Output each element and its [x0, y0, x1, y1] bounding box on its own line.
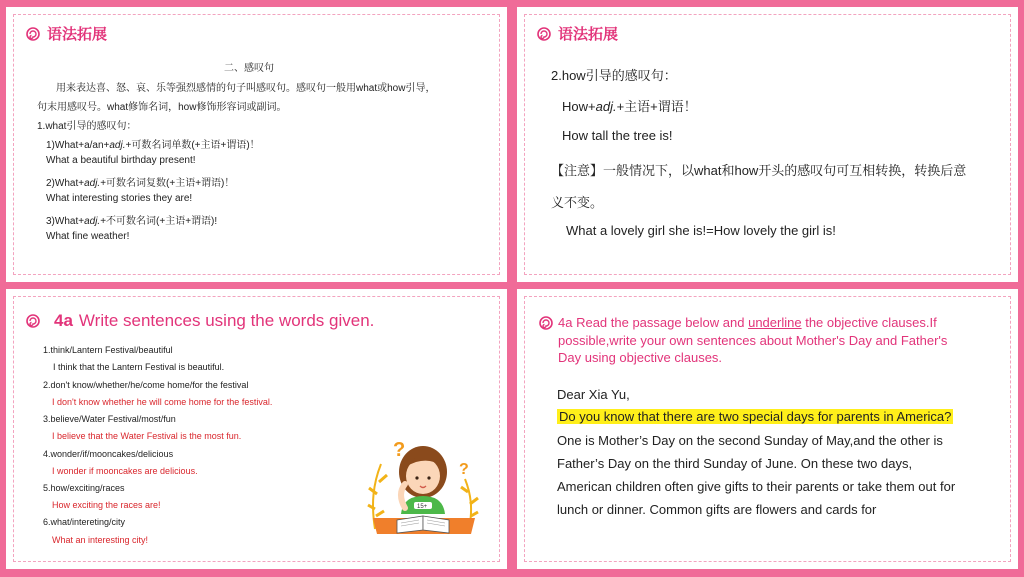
formula-part: +主语+谓语！: [616, 99, 697, 114]
spiral-icon: [26, 314, 40, 328]
spiral-icon: [539, 316, 553, 330]
example-1: What a beautiful birthday present!: [46, 155, 196, 166]
formula-2: [46, 174, 234, 189]
exercise-prompt: 1.think/Lantern Festival/beautiful: [43, 345, 173, 355]
slide-heading: [26, 311, 374, 331]
note-line-1: 【注意】一般情况下，以what和how开头的感叹句可互相转换，转换后意: [551, 163, 967, 178]
section-title: 2.how引导的感叹句：: [551, 68, 677, 83]
heading-text: 语法拓展: [558, 26, 619, 43]
highlighted-sentence: Do you know that there are two special days for parents in America?: [559, 409, 952, 424]
exercise-prompt: 5.how/exciting/races: [43, 483, 125, 493]
heading-line-1: [558, 315, 937, 330]
formula-part: How+: [562, 99, 596, 114]
exercise-answer: I don't know whether he will come home for the festival.: [52, 397, 273, 407]
passage-line: lunch or dinner. Common gifts are flowers and cards for: [557, 502, 877, 517]
note-line-2: 义不变。: [551, 195, 604, 210]
exercise-answer: I believe that the Water Festival is the most fun.: [52, 431, 242, 441]
slide-heading: [537, 23, 618, 44]
exercise-prompt: 3.believe/Water Festival/most/fun: [43, 414, 176, 424]
exercise-answer: How exciting the races are!: [52, 500, 161, 510]
slide-1: [6, 7, 507, 282]
exercise-prompt: 6.what/intereting/city: [43, 517, 126, 527]
spiral-icon: [26, 27, 40, 41]
formula-part: +可数名词单数(+主语+谓语)！: [125, 140, 260, 151]
formula-adj: adj.: [109, 140, 126, 151]
slide-heading: [26, 23, 107, 44]
exercise-prompt: 2.don't know/whether/he/come home/for the festival: [43, 380, 249, 390]
spiral-icon: [537, 27, 551, 41]
svg-text:?: ?: [393, 439, 406, 461]
passage-line: One is Mother’s Day on the second Sunday of May,and the other is: [557, 433, 943, 448]
exercise-answer: What an interesting city!: [52, 535, 149, 545]
slide-3: [6, 289, 507, 569]
example-2: What interesting stories they are!: [46, 193, 193, 204]
formula-part: 2)What+: [46, 178, 85, 189]
formula-adj: adj.: [84, 216, 101, 227]
example-2: What a lovely girl she is!=How lovely the girl is!: [566, 223, 836, 238]
letter-greeting: Dear Xia Yu,: [557, 387, 630, 402]
shirt-label: 15+: [417, 504, 428, 510]
slide-2: [517, 7, 1018, 282]
formula-adj: adj.: [595, 99, 617, 114]
exercise-answer: I think that the Lantern Festival is beautiful.: [53, 362, 225, 372]
formula-adj: adj.: [84, 178, 101, 189]
grammar-subtitle: 二、感叹句: [224, 63, 274, 74]
formula-part: 3)What+: [46, 216, 85, 227]
section-title: 1.what引导的感叹句：: [37, 121, 137, 132]
slide-4: [517, 289, 1018, 569]
heading-part: 4a Read the passage below and: [558, 315, 749, 330]
heading-part: the objective clauses.If: [801, 315, 937, 330]
girl-reading-illustration: [361, 434, 491, 549]
example: How tall the tree is!: [562, 128, 673, 143]
formula-part: 1)What+a/an+: [46, 140, 110, 151]
formula-1: [46, 136, 260, 151]
formula-part: +不可数名词(+主语+谓语)!: [100, 216, 218, 227]
heading-line-3: Day using objective clauses.: [558, 350, 723, 365]
intro-line-1: 用来表达喜、怒、哀、乐等强烈感情的句子叫感叹句。感叹句一般用what或how引导，: [56, 83, 436, 94]
heading-text: Write sentences using the words given.: [78, 311, 375, 330]
example-3: What fine weather!: [46, 231, 130, 242]
heading-number: 4a: [54, 311, 73, 330]
heading-text: 语法拓展: [47, 26, 108, 43]
formula-3: [46, 212, 217, 227]
heading-line-2: possible,write your own sentences about Mother's Day and Father's: [558, 333, 948, 348]
passage-line: American children often give gifts to their parents or take them out for: [557, 479, 956, 494]
passage-line: Father’s Day on the third Sunday of June. On these two days,: [557, 456, 913, 471]
heading-underlined-word: underline: [748, 315, 802, 330]
svg-text:?: ?: [459, 461, 469, 478]
exercise-prompt: 4.wonder/if/mooncakes/delicious: [43, 449, 174, 459]
formula-part: +可数名词复数(+主语+谓语)！: [100, 178, 235, 189]
exercise-answer: I wonder if mooncakes are delicious.: [52, 466, 198, 476]
intro-line-2: 句末用感叹号。what修饰名词，how修饰形容词或副词。: [37, 102, 287, 113]
formula: [562, 96, 697, 115]
